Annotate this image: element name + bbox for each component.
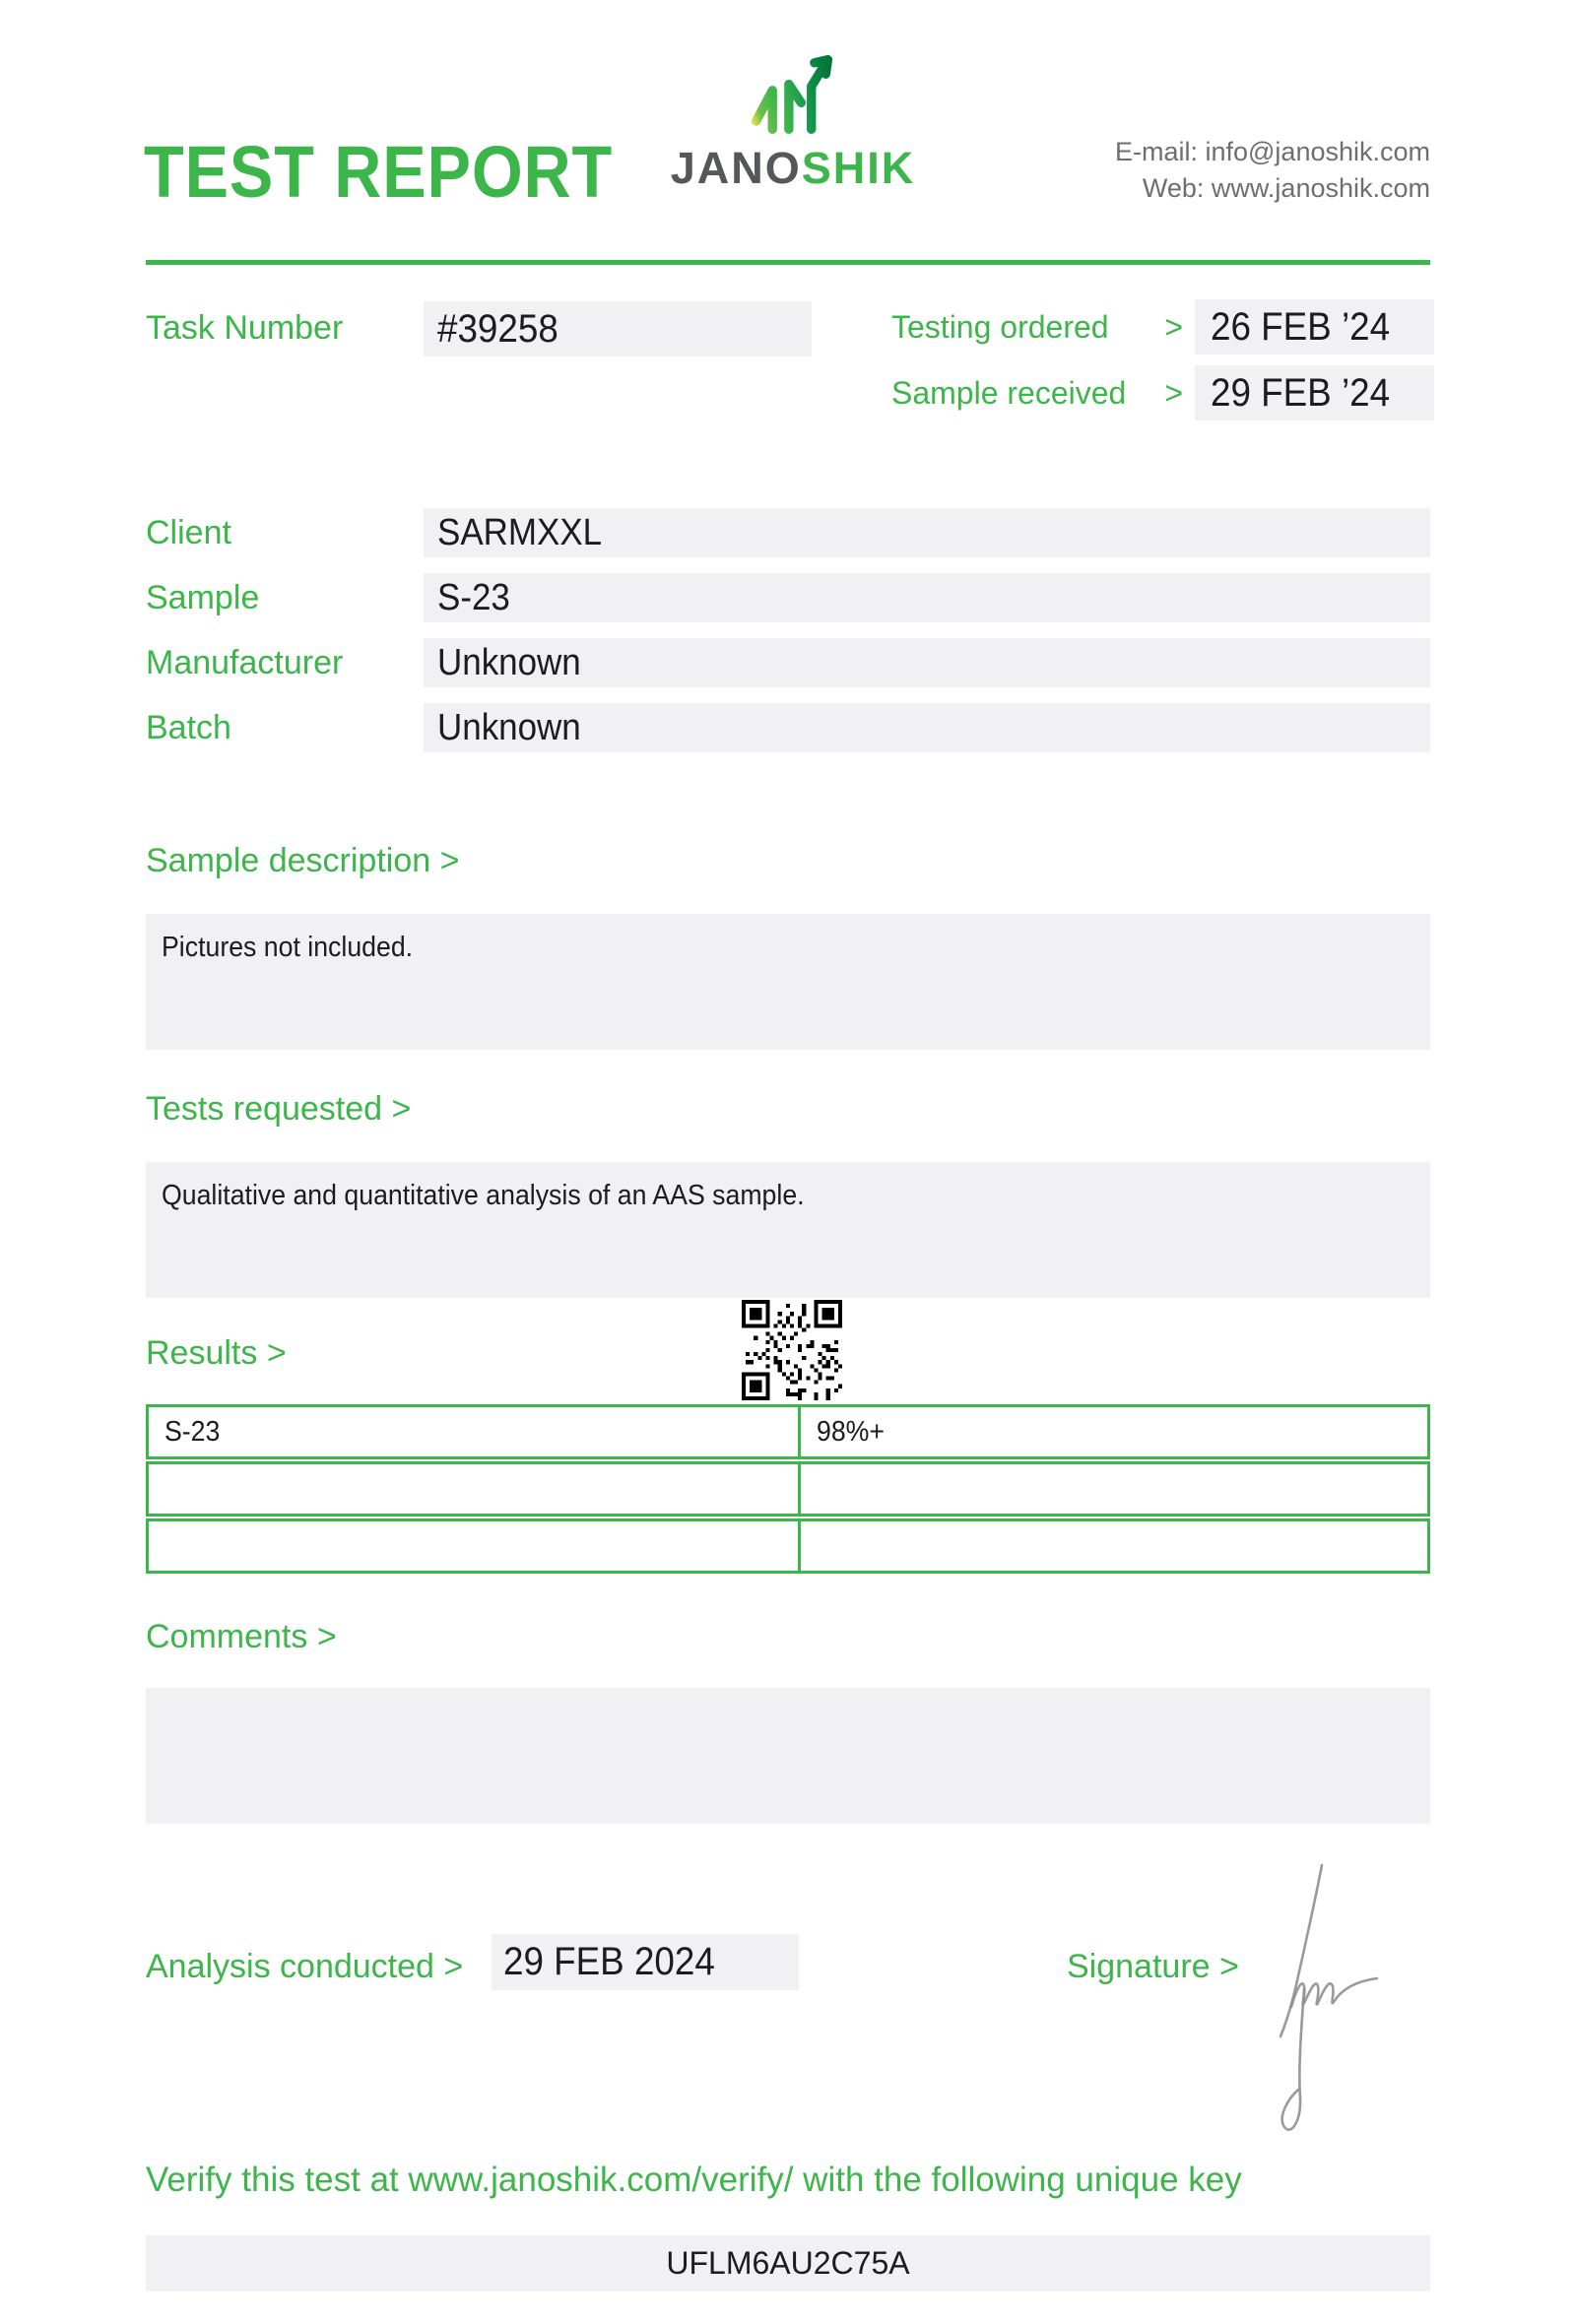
manufacturer-field — [424, 638, 1430, 687]
result-value-cell — [801, 1464, 1427, 1514]
email-label: E-mail: — [1114, 137, 1198, 166]
page-title: TEST REPORT — [144, 131, 614, 213]
task-number-value: #39258 — [437, 307, 558, 351]
task-number-field — [424, 301, 812, 356]
result-value-cell — [801, 1521, 1427, 1571]
sample-description-heading: Sample description > — [146, 842, 460, 879]
testing-ordered-row — [891, 299, 1183, 355]
client-field — [424, 508, 1430, 557]
manufacturer-label: Manufacturer — [146, 644, 344, 681]
task-number-label: Task Number — [146, 309, 344, 347]
batch-field — [424, 703, 1430, 752]
testing-ordered-field — [1195, 299, 1434, 355]
logo-part-jano: JANO — [670, 143, 802, 193]
sample-description-text: Pictures not included. — [162, 932, 414, 963]
client-value: SARMXXL — [437, 512, 603, 553]
contact-email-line — [985, 134, 1430, 170]
qr-code — [742, 1300, 842, 1400]
testing-ordered-date: 26 FEB ’24 — [1211, 305, 1391, 349]
janoshik-logo — [625, 43, 960, 193]
verify-key-field: UFLM6AU2C75A — [146, 2235, 1430, 2292]
analysis-conducted-label: Analysis conducted > — [146, 1948, 464, 1985]
contact-web-line — [985, 170, 1430, 207]
sample-label: Sample — [146, 579, 260, 616]
sample-description-box — [146, 914, 1430, 1050]
testing-ordered-arrow-icon: > — [1164, 308, 1183, 345]
result-substance-cell — [149, 1521, 801, 1571]
signature-label: Signature > — [1067, 1948, 1239, 1985]
results-heading: Results > — [146, 1334, 287, 1372]
web-value: www.janoshik.com — [1211, 173, 1430, 203]
comments-box — [146, 1688, 1430, 1824]
table-row — [146, 1404, 1430, 1459]
batch-label: Batch — [146, 709, 231, 746]
sample-value: S-23 — [437, 577, 510, 618]
sample-received-row — [891, 365, 1183, 420]
web-label: Web: — [1142, 173, 1205, 203]
contact-info — [985, 134, 1430, 207]
verify-instruction: Verify this test at www.janoshik.com/verify/ with the following unique key — [146, 2161, 1242, 2199]
result-value-cell — [801, 1407, 1427, 1456]
header-divider — [146, 260, 1430, 265]
logo-wordmark — [625, 144, 960, 193]
result-substance-cell — [149, 1407, 801, 1456]
results-table — [146, 1404, 1430, 1576]
result-substance: S-23 — [164, 1416, 221, 1448]
client-label: Client — [146, 514, 231, 551]
email-value: info@janoshik.com — [1205, 137, 1430, 166]
tests-requested-heading: Tests requested > — [146, 1090, 412, 1128]
sample-field — [424, 573, 1430, 622]
analysis-date: 29 FEB 2024 — [503, 1940, 715, 1983]
growth-chart-icon — [742, 43, 844, 146]
sample-received-date: 29 FEB ’24 — [1211, 371, 1391, 415]
handwritten-signature — [1261, 1841, 1399, 2137]
tests-requested-box — [146, 1162, 1430, 1298]
result-substance-cell — [149, 1464, 801, 1514]
table-row — [146, 1461, 1430, 1517]
result-value: 98%+ — [817, 1416, 885, 1448]
table-row — [146, 1518, 1430, 1574]
tests-requested-text: Qualitative and quantitative analysis of an AAS sample. — [162, 1180, 805, 1211]
analysis-date-field — [492, 1934, 799, 1990]
logo-part-shik: SHIK — [801, 143, 916, 193]
comments-heading: Comments > — [146, 1618, 337, 1655]
sample-received-field — [1195, 365, 1434, 420]
batch-value: Unknown — [437, 707, 581, 748]
sample-received-label: Sample received — [891, 374, 1127, 411]
sample-received-arrow-icon: > — [1164, 374, 1183, 411]
testing-ordered-label: Testing ordered — [891, 308, 1109, 345]
manufacturer-value: Unknown — [437, 642, 581, 683]
